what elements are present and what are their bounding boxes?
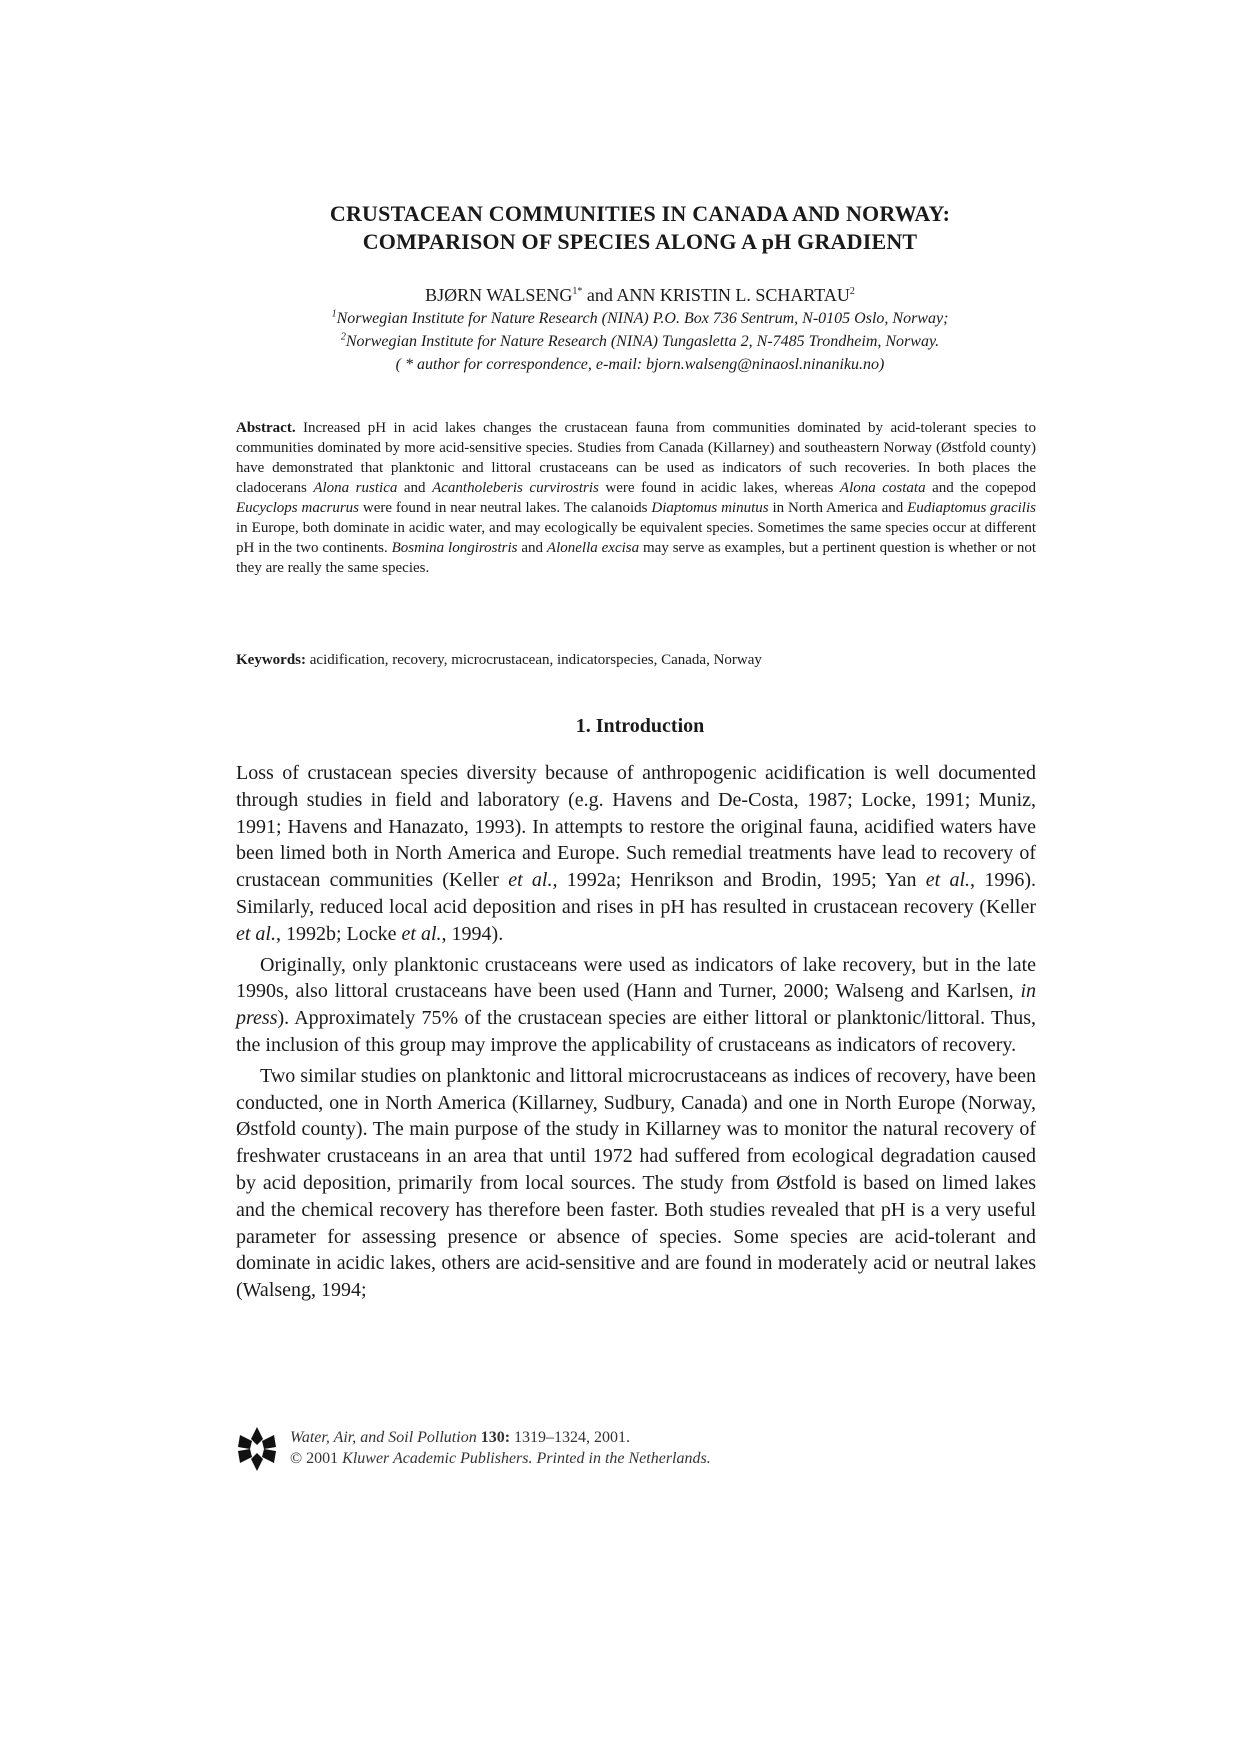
affiliation-2 xyxy=(230,331,1050,353)
species-name: Acantholeberis curvirostris xyxy=(432,480,599,496)
paper-title xyxy=(230,200,1050,256)
citation-line xyxy=(290,1427,711,1448)
abstract-text: were found in near neutral lakes. The calanoids xyxy=(359,500,652,516)
author-2-mark: 2 xyxy=(849,286,855,297)
keywords-text: acidification, recovery, microcrustacean, indicatorspecies, Canada, Norway xyxy=(306,652,762,668)
abstract-text: and xyxy=(397,480,433,496)
species-name: Alonella excisa xyxy=(546,540,640,556)
intro-italic: et al., xyxy=(508,869,558,892)
intro-text: ). Approximately 75% of the crustacean species are either littoral or planktonic/littoral. Thus, the inclusion of this group may improve the applicability of crustaceans as indicators of recovery. xyxy=(236,1007,1036,1056)
intro-paragraph-2 xyxy=(236,952,1036,1059)
intro-text: , 1992b; Locke xyxy=(276,922,402,945)
affiliation-1-text: Norwegian Institute for Nature Research (NINA) P.O. Box 736 Sentrum, N-0105 Oslo, Norway; xyxy=(336,310,949,327)
title-line-1: CRUSTACEAN COMMUNITIES IN CANADA AND NORWAY: xyxy=(329,201,951,226)
footer-text xyxy=(290,1427,711,1469)
abstract-text: Increased pH in acid lakes changes the crustacean fauna from communities dominated by acid-tolerant species to communities dominated by more acid-sensitive species. Studies from Canada (Killarney) and southeastern Norway (Østfold county) have demonstrated that planktonic and littoral crustaceans can be used as indicators of such recoveries. In both places the cladocerans xyxy=(236,420,1036,496)
author-conjunction: and xyxy=(582,285,617,305)
affiliation-2-mark: 2 xyxy=(340,331,346,343)
affiliation-1 xyxy=(230,308,1050,330)
author-1-name: BJØRN WALSENG xyxy=(425,285,573,305)
intro-italic: et al. xyxy=(925,869,971,892)
keywords-label: Keywords: xyxy=(236,652,306,668)
affiliation-2-text: Norwegian Institute for Nature Research (NINA) Tungasletta 2, N-7485 Trondheim, Norway. xyxy=(345,333,940,350)
affiliation-1-mark: 1 xyxy=(331,308,337,320)
species-name: Alona rustica xyxy=(313,480,398,496)
section-heading: 1. Introduction xyxy=(575,715,705,737)
title-line-2: COMPARISON OF SPECIES ALONG A pH GRADIENT xyxy=(362,229,918,254)
author-2-name: ANN KRISTIN L. SCHARTAU xyxy=(616,285,850,305)
journal-footer xyxy=(236,1425,1036,1485)
copyright-line xyxy=(290,1448,711,1469)
kluwer-logo-icon xyxy=(236,1425,278,1473)
species-name: Eudiaptomus gracilis xyxy=(907,500,1036,516)
journal-volume: 130: xyxy=(480,1429,511,1446)
keywords xyxy=(236,650,1036,670)
intro-italic: et al. xyxy=(236,922,276,945)
abstract-text: were found in acidic lakes, whereas xyxy=(598,480,840,496)
intro-italic: et al. xyxy=(401,922,442,945)
species-name: Eucyclops macrurus xyxy=(236,500,360,516)
intro-text: 1992a; Henrikson and Brodin, 1995; Yan xyxy=(557,869,926,892)
intro-text: , 1994). xyxy=(441,922,504,945)
abstract-label: Abstract. xyxy=(236,420,296,436)
species-name: Bosmina longirostris xyxy=(391,540,518,556)
copyright-symbol: © 2001 xyxy=(290,1450,343,1467)
intro-text: Originally, only planktonic crustaceans were used as indicators of lake recovery, but in the late 1990s, also littoral crustaceans have been used (Hann and Turner, 2000; Walseng and Karlsen, xyxy=(236,953,1036,1003)
intro-paragraph-3: Two similar studies on planktonic and littoral microcrustaceans as indices of recovery, have been conducted, one in North America (Killarney, Sudbury, Canada) and one in North Europe (Norway, Østfold county). The main purpose of the study in Killarney was to monitor the natural recovery of freshwater crustaceans in an area that until 1972 had suffered from ecological degradation caused by acid deposition, primarily from local sources. The study from Østfold is based on limed lakes and the chemical recovery has therefore been faster. Both studies revealed that pH is a very useful parameter for assessing presence or absence of species. Some species are acid-tolerant and dominate in acidic lakes, others are acid-sensitive and are found in moderately acid or neutral lakes (Walseng, 1994; xyxy=(236,1064,1036,1302)
intro-paragraph-1 xyxy=(236,760,1036,948)
intro-text: , 1996). Similarly, reduced local acid deposition and rises in pH has resulted in crustacean recovery (Keller xyxy=(236,869,1036,918)
abstract-text: in North America and xyxy=(768,500,908,516)
correspondence-note: ( * author for correspondence, e-mail: bjorn.walseng@ninaosl.ninaniku.no) xyxy=(395,356,885,373)
journal-pages: 1319–1324, 2001. xyxy=(510,1429,631,1446)
introduction-body xyxy=(236,760,1036,1304)
species-name: Diaptomus minutus xyxy=(651,500,769,516)
publisher-name: Kluwer Academic Publishers. Printed in the Netherlands. xyxy=(342,1450,711,1467)
abstract-text: and xyxy=(517,540,547,556)
author-list xyxy=(230,284,1050,306)
species-name: Alona costata xyxy=(839,480,926,496)
journal-name: Water, Air, and Soil Pollution xyxy=(290,1429,477,1446)
abstract xyxy=(236,418,1036,578)
abstract-text: may serve as examples, but a pertinent question is whether or not they are really the same species. xyxy=(236,540,1036,576)
abstract-text: in Europe, both dominate in acidic water, and may ecologically be equivalent species. Sometimes the same species occur at different pH in the two continents. xyxy=(236,520,1036,556)
author-1-mark: 1* xyxy=(572,286,583,297)
intro-text: Loss of crustacean species diversity because of anthropogenic acidification is well documented through studies in field and laboratory (e.g. Havens and De-Costa, 1987; Locke, 1991; Muniz, 1991; Havens and Hanazato, 1993). In attempts to restore the original fauna, acidified waters have been limed both in North America and Europe. Such remedial treatments have lead to recovery of crustacean communities (Keller xyxy=(236,762,1036,892)
abstract-text: and the copepod xyxy=(925,480,1036,496)
intro-italic: in press xyxy=(236,980,1036,1030)
